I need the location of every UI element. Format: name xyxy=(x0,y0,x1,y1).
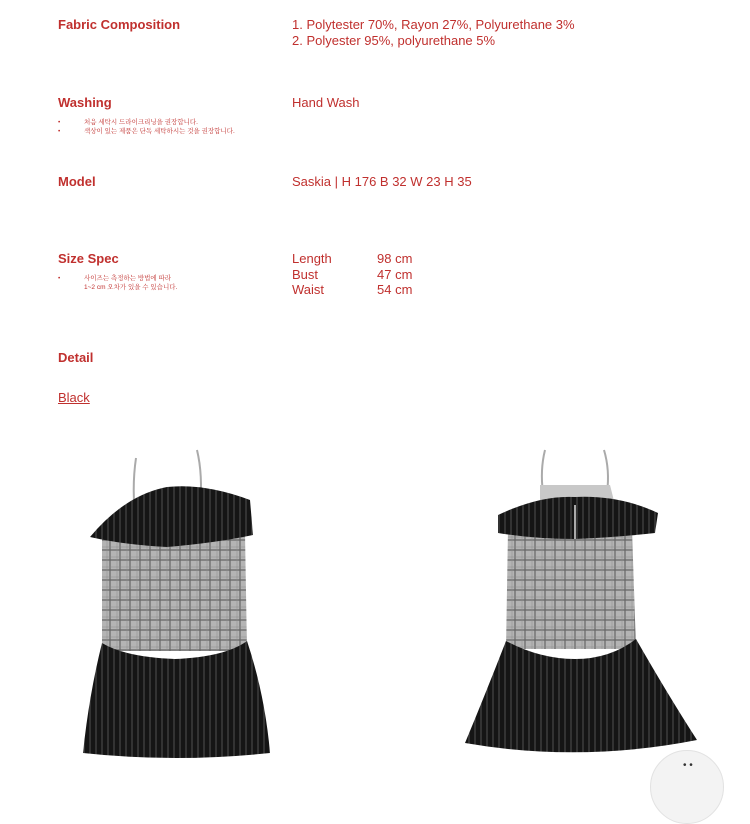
washing-note-2: • 색상이 있는 제품은 단독 세탁하시는 것을 권장합니다. xyxy=(58,127,235,136)
size-row-bust xyxy=(292,267,412,283)
size-row-name: Length xyxy=(292,251,332,266)
model-value: Saskia | H 176 B 32 W 23 H 35 xyxy=(292,174,472,189)
model-label: Model xyxy=(58,174,96,189)
size-note-2: 1~2 cm 오차가 있을 수 있습니다. xyxy=(84,284,178,291)
size-spec-table xyxy=(292,251,412,298)
fabric-composition-label: Fabric Composition xyxy=(58,17,181,32)
detail-label: Detail xyxy=(58,350,94,365)
washing-value: Hand Wash xyxy=(292,95,360,110)
zoom-button[interactable] xyxy=(650,750,724,824)
washing-note-1: • 처음 세탁시 드라이크리닝을 권장합니다. xyxy=(58,118,235,127)
size-row-length xyxy=(292,251,412,267)
size-row-value: 98 cm xyxy=(377,251,413,266)
dots-icon: • • xyxy=(683,760,693,771)
size-spec-label: Size Spec xyxy=(58,251,119,266)
size-row-value: 47 cm xyxy=(377,266,413,282)
size-row-value: 54 cm xyxy=(377,282,413,297)
size-row-name: Bust xyxy=(292,266,319,282)
fabric-line-1: 1. Polytester 70%, Rayon 27%, Polyurethane 3% xyxy=(292,17,575,32)
dress-back-image xyxy=(460,445,700,760)
size-row-waist xyxy=(292,282,412,298)
size-note-1: • 사이즈는 측정하는 방법에 따라 xyxy=(58,274,177,283)
fabric-line-2: 2. Polyester 95%, polyurethane 5% xyxy=(292,32,496,48)
size-row-name: Waist xyxy=(292,282,325,297)
fabric-composition-value xyxy=(292,17,575,48)
washing-label: Washing xyxy=(58,95,112,110)
dress-front-image xyxy=(75,445,275,760)
washing-notes xyxy=(58,118,235,136)
color-link-black[interactable]: Black xyxy=(58,390,90,405)
size-spec-notes xyxy=(58,274,177,292)
